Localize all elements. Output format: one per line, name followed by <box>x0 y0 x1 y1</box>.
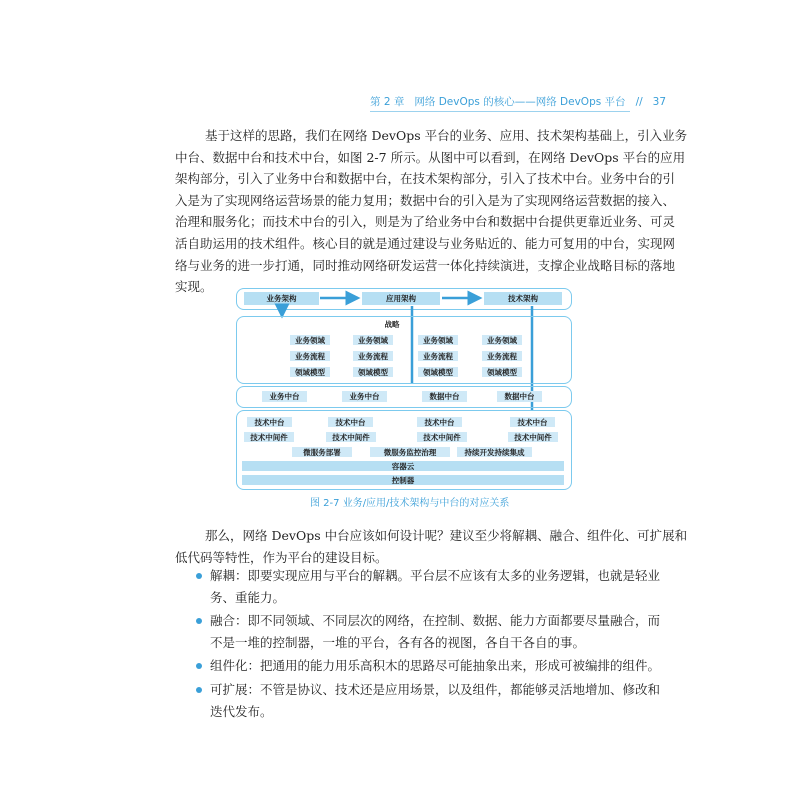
paragraph-2 <box>175 525 688 568</box>
tech-midplatform-box: 技术中台 <box>247 417 292 427</box>
microservice-deploy-box: 微服务部署 <box>292 447 352 457</box>
bullet-line: 组件化：把通用的能力用乐高积木的思路尽可能抽象出来，形成可被编排的组件。 <box>210 658 661 674</box>
list-item <box>196 655 661 677</box>
paragraph-1 <box>175 125 688 298</box>
list-item <box>196 679 661 722</box>
bullet-dot-icon <box>196 687 202 693</box>
bullet-list <box>196 565 661 724</box>
paragraph-line: 实现。 <box>175 279 213 295</box>
controller-box: 控制器 <box>242 475 564 485</box>
model-box: 领域模型 <box>290 367 330 377</box>
middleware-box: 技术中间件 <box>417 432 467 442</box>
page-number: 37 <box>652 96 667 108</box>
architecture-figure <box>232 288 574 488</box>
model-box: 领域模型 <box>482 367 522 377</box>
tech-midplatform-box: 技术中台 <box>328 417 373 427</box>
bullet-line: 可扩展：不管是协议、技术还是应用场景，以及组件，都能够灵活地增加、修改和 <box>210 681 661 697</box>
domain-box: 业务领域 <box>290 335 330 345</box>
bullet-line: 融合：即不同领域、不同层次的网络，在控制、数据、能力方面都要尽量融合，而 <box>210 613 661 629</box>
model-box: 领域模型 <box>353 367 393 377</box>
running-header <box>370 94 667 109</box>
bullet-line: 不是一堆的控制器，一堆的平台，各有各的视图，各自干各自的事。 <box>210 634 586 650</box>
application-architecture-box: 应用架构 <box>362 292 440 305</box>
business-midplatform-box: 业务中台 <box>342 391 387 402</box>
tech-midplatform-box: 技术中台 <box>417 417 462 427</box>
paragraph-line: 低代码等特性，作为平台的建设目标。 <box>175 549 388 565</box>
figure-caption: 图 2-7 业务/应用/技术架构与中台的对应关系 <box>310 498 510 509</box>
tech-midplatform-box: 技术中台 <box>510 417 555 427</box>
bullet-dot-icon <box>196 573 202 579</box>
domain-box: 业务领域 <box>353 335 393 345</box>
bullet-dot-icon <box>196 663 202 669</box>
bullet-dot-icon <box>196 618 202 624</box>
process-box: 业务流程 <box>418 351 458 361</box>
paragraph-line: 活自助运用的技术组件。核心目的就是通过建设与业务贴近的、能力可复用的中台，实现网 <box>175 235 676 251</box>
chapter-title: 网络 DevOps 的核心——网络 DevOps 平台 <box>414 96 626 108</box>
bullet-line: 迭代发布。 <box>210 703 273 719</box>
header-rule <box>370 111 630 112</box>
cicd-box: 持续开发持续集成 <box>457 447 532 457</box>
process-box: 业务流程 <box>353 351 393 361</box>
paragraph-line: 架构部分，引入了业务中台和数据中台，在技术架构部分，引入了技术中台。业务中台的引 <box>175 171 676 187</box>
paragraph-line: 那么，网络 DevOps 中台应该如何设计呢？建议至少将解耦、融合、组件化、可扩展和 <box>205 528 688 543</box>
data-midplatform-box: 数据中台 <box>497 391 542 402</box>
microservice-monitor-box: 微服务监控治理 <box>370 447 450 457</box>
container-cloud-box: 容器云 <box>242 461 564 471</box>
business-midplatform-box: 业务中台 <box>262 391 307 402</box>
strategy-label: 战略 <box>377 319 407 329</box>
middleware-box: 技术中间件 <box>326 432 376 442</box>
paragraph-line: 中台、数据中台和技术中台，如图 2-7 所示。从图中可以看到，在网络 DevOps 平台的应用 <box>175 149 686 165</box>
technical-architecture-box: 技术架构 <box>484 292 562 305</box>
list-item <box>196 610 661 653</box>
business-architecture-box: 业务架构 <box>244 292 319 305</box>
data-midplatform-box: 数据中台 <box>422 391 467 402</box>
bullet-line: 解耦：即要实现应用与平台的解耦。平台层不应该有太多的业务逻辑，也就是轻业 <box>210 568 661 583</box>
paragraph-line: 治理和服务化；而技术中台的引入，则是为了给业务中台和数据中台提供更靠近业务、可灵 <box>175 214 676 230</box>
middleware-box: 技术中间件 <box>508 432 558 442</box>
paragraph-line: 络与业务的进一步打通，同时推动网络研发运营一体化持续演进，支撑企业战略目标的落地 <box>175 257 676 273</box>
list-item <box>196 565 661 608</box>
bullet-line: 务、重能力。 <box>210 589 286 605</box>
chapter-label: 第 2 章 <box>370 96 405 108</box>
model-box: 领域模型 <box>418 367 458 377</box>
middleware-box: 技术中间件 <box>244 432 294 442</box>
paragraph-line: 入是为了实现网络运营场景的能力复用；数据中台的引入是为了实现网络运营数据的接入、 <box>175 192 676 208</box>
header-separator: // <box>635 96 643 108</box>
process-box: 业务流程 <box>290 351 330 361</box>
domain-box: 业务领域 <box>482 335 522 345</box>
process-box: 业务流程 <box>482 351 522 361</box>
domain-box: 业务领域 <box>418 335 458 345</box>
paragraph-line: 基于这样的思路，我们在网络 DevOps 平台的业务、应用、技术架构基础上，引入业务 <box>205 128 688 143</box>
